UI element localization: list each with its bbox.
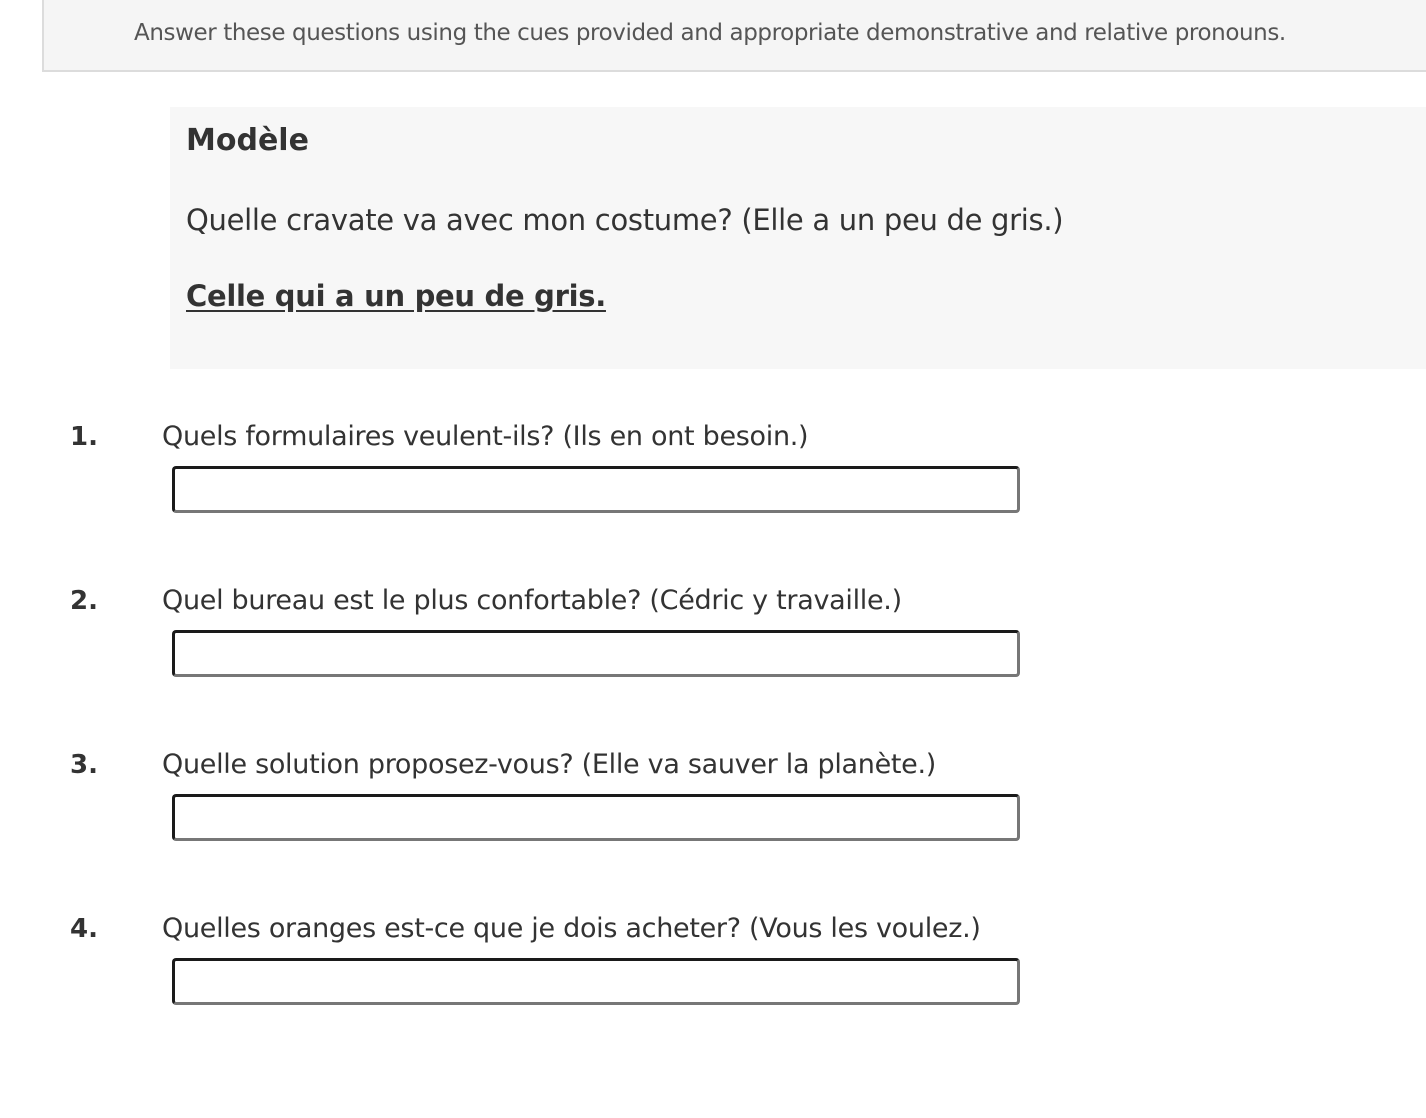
question-item-1 [0,422,1426,572]
question-number: 4. [70,914,98,944]
question-item-2 [0,586,1426,736]
model-title: Modèle [186,123,309,158]
question-text: Quelle solution proposez-vous? (Elle va sauver la planète.) [162,749,937,780]
question-item-4 [0,914,1426,1064]
answer-input-4[interactable] [172,958,1020,1005]
answer-input-2[interactable] [172,630,1020,677]
question-number: 3. [70,750,98,780]
question-number: 1. [70,422,98,452]
model-question: Quelle cravate va avec mon costume? (Elle a un peu de gris.) [186,203,1064,237]
instructions-banner [42,0,1426,72]
question-text: Quelles oranges est-ce que je dois acheter? (Vous les voulez.) [162,913,981,944]
question-text: Quels formulaires veulent-ils? (Ils en ont besoin.) [162,421,809,452]
model-answer: Celle qui a un peu de gris. [186,279,606,313]
question-text: Quel bureau est le plus confortable? (Cédric y travaille.) [162,585,902,616]
answer-input-3[interactable] [172,794,1020,841]
question-item-3 [0,750,1426,900]
instructions-text: Answer these questions using the cues provided and appropriate demonstrative and relative pronouns. [134,20,1286,46]
answer-input-1[interactable] [172,466,1020,513]
question-number: 2. [70,586,98,616]
model-example-box [170,107,1426,369]
